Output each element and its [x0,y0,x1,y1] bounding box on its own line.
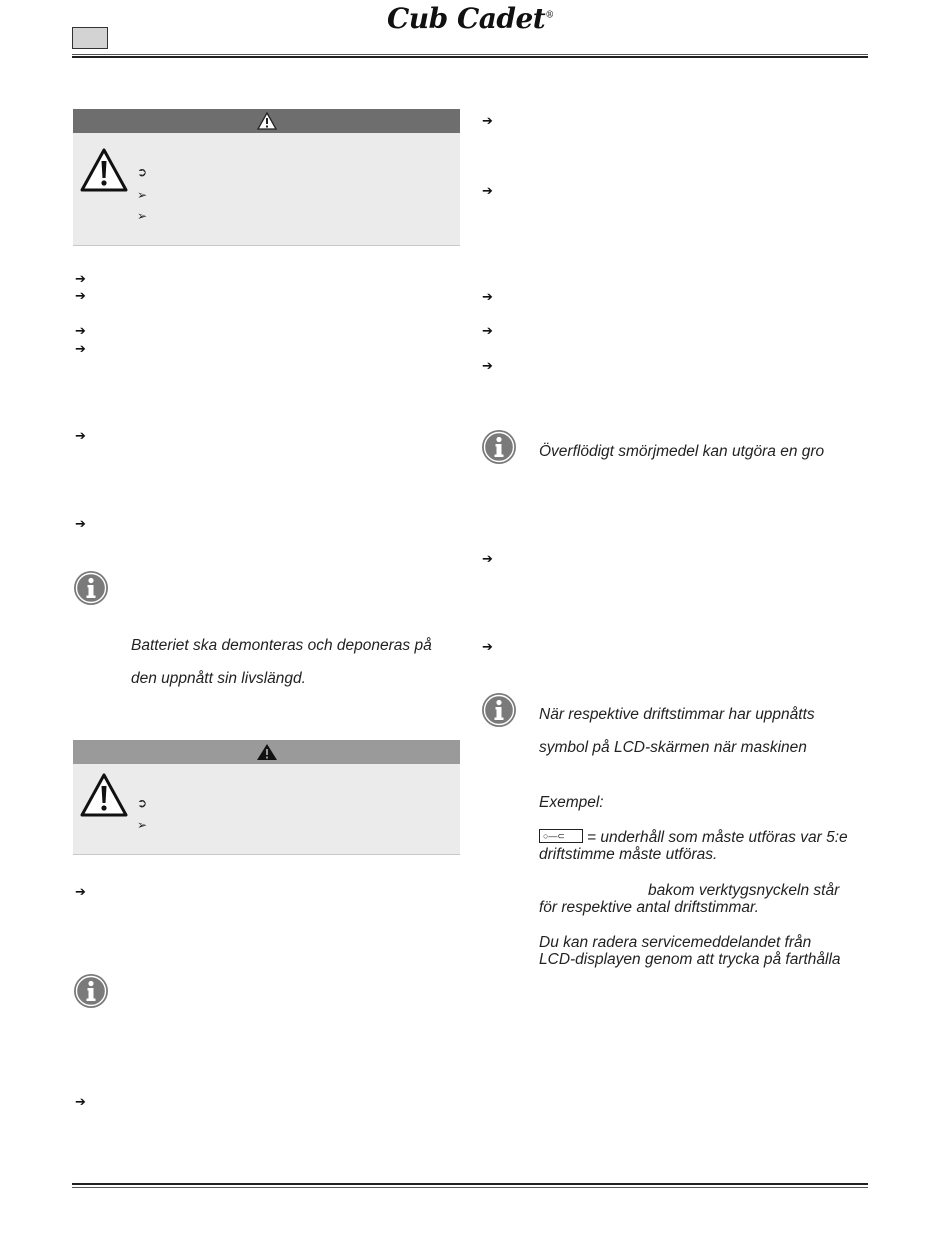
arrow-right-icon: ➔ [482,551,493,566]
delete-line-2: LCD-displayen genom att trycka på farthålla [539,951,841,968]
info-battery-line-1: Batteriet ska demonteras och deponeras på [131,637,432,654]
footer-rule [72,1187,868,1188]
info-hours-line-1: När respektive driftstimmar har uppnåtts [539,706,815,723]
arrow-right-icon: ➔ [75,288,86,303]
arrow-right-icon: ➔ [482,289,493,304]
warning-box-1 [73,109,460,246]
arrow-right-icon: ➔ [482,639,493,654]
warning-header [73,109,460,133]
arrow-right-icon: ➔ [75,341,86,356]
arrow-right-icon: ➔ [75,884,86,899]
brand-logo [387,2,554,35]
delete-line-1: Du kan radera servicemeddelandet från [539,934,812,951]
info-circle-icon [73,973,109,1009]
example-line-1-text: = underhåll som måste utföras var 5:e [587,829,848,846]
arrow-right-icon: ➔ [75,271,86,286]
example-line-2: driftstimme måste utföras. [539,846,718,863]
chevron-bullet-icon: ➢ [137,818,148,832]
arrow-right-icon: ➔ [75,1094,86,1109]
arrow-right-icon: ➔ [75,428,86,443]
info-lubricant-text: Överflödigt smörjmedel kan utgöra en gro [539,443,825,460]
example-line-1 [539,829,848,847]
chevron-bullet-icon: ➢ [137,209,148,223]
info-battery-line-2: den uppnått sin livslängd. [131,670,306,687]
info-circle-icon [73,570,109,606]
header-rule [72,54,868,55]
wrench-line-1: bakom verktygsnyckeln står [648,882,840,899]
registered-mark: ® [545,10,554,21]
info-circle-icon [481,692,517,728]
brand-name: Cub Cadet [387,2,546,35]
page-number-tab [72,27,108,49]
arrow-right-icon: ➔ [75,516,86,531]
circled-arrow-icon: ➲ [137,165,148,179]
warning-triangle-icon [79,772,129,818]
footer-rule-thick [72,1183,868,1185]
circled-arrow-icon: ➲ [137,796,148,810]
header-rule-thick [72,56,868,58]
info-hours-line-2: symbol på LCD-skärmen när maskinen [539,739,807,756]
warning-header [73,740,460,764]
arrow-right-icon: ➔ [482,358,493,373]
wrench-line-2: för respektive antal driftstimmar. [539,899,759,916]
warning-triangle-icon [257,112,277,130]
arrow-right-icon: ➔ [482,323,493,338]
info-circle-icon [481,429,517,465]
warning-triangle-icon [256,743,278,761]
warning-box-2 [73,740,460,855]
arrow-right-icon: ➔ [482,183,493,198]
arrow-right-icon: ➔ [482,113,493,128]
chevron-bullet-icon: ➢ [137,188,148,202]
example-label: Exempel: [539,794,604,811]
warning-triangle-icon [79,147,129,193]
arrow-right-icon: ➔ [75,323,86,338]
wrench-symbol-icon: ○—⊂ [539,829,583,843]
